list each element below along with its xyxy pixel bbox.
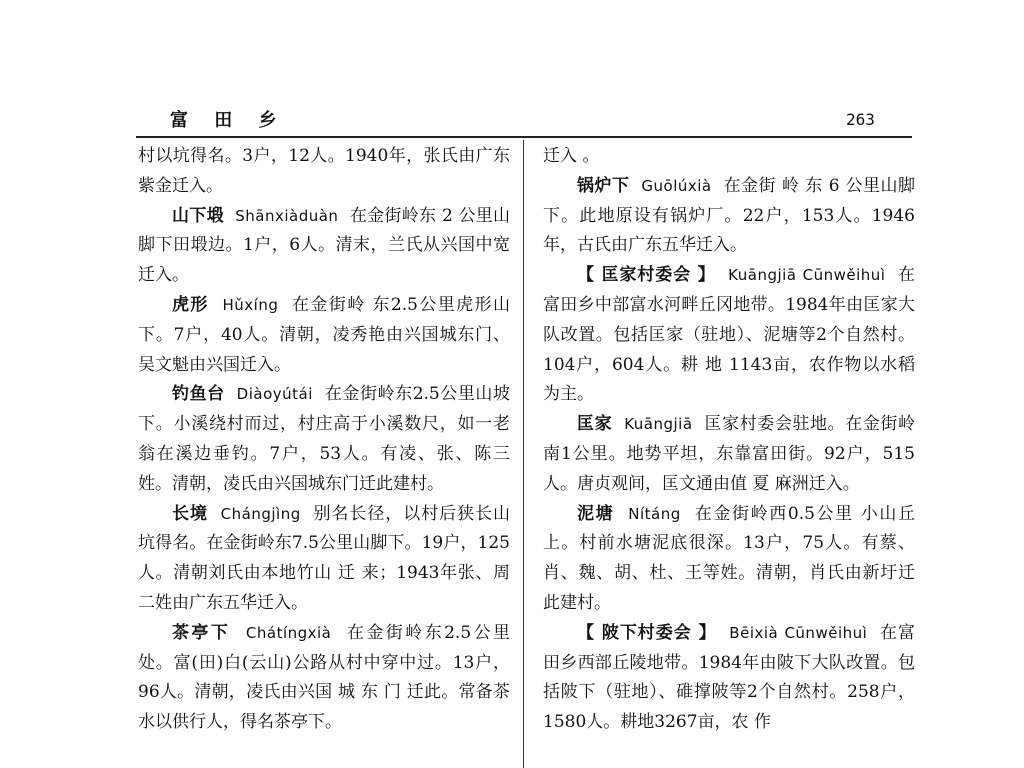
- entry-name: 锅炉下: [577, 175, 630, 196]
- header-rule: [136, 136, 912, 138]
- entry-kuangjia: [543, 410, 915, 499]
- right-column: [543, 142, 915, 738]
- entry-romanization: Hǔxíng: [222, 295, 279, 314]
- entry-name: 匡家: [577, 414, 613, 435]
- entry-huxing: [138, 291, 510, 380]
- entry-name: 虎形: [172, 294, 209, 315]
- entry-name: 【 匡家村委会 】: [577, 265, 716, 286]
- paragraph-text: 村以坑得名。3户，12人。1940年，张氏由广东紫金迁入。: [138, 146, 510, 196]
- entry-chatingxia: [138, 619, 510, 738]
- entry-diaoyutai: [138, 380, 510, 499]
- entry-changjing: [138, 500, 510, 619]
- entry-romanization: Diàoyútái: [236, 385, 313, 404]
- entry-guoluxia: [543, 172, 915, 261]
- entry-beixia-village-committee: [543, 619, 915, 738]
- entry-romanization: Guōlúxià: [641, 176, 712, 195]
- entry-name: 茶亭下: [172, 622, 231, 643]
- entry-name: 泥塘: [577, 503, 615, 524]
- entry-text: 在金街 岭 东 6 公里山脚下。此地原设有锅炉厂。22户，153人。1946年，古氏由广东五华迁入。: [543, 175, 916, 256]
- entry-romanization: Shānxiàduàn: [235, 206, 339, 225]
- running-header-title: 富 田 乡: [170, 110, 287, 131]
- entry-text: 匡家村委会驻地。在金街岭南1公里。地势平坦，东靠富田街。92户，515人。唐贞观间，匡文通由值 夏 麻洲迁入。: [543, 414, 916, 494]
- column-divider: [523, 140, 524, 768]
- entry-text: 在富田乡中部富水河畔丘冈地带。1984年由匡家大队改置。包括匡家（驻地）、泥塘等2个自然村。104户，604人。耕 地 1143亩，农作物以水稻为主。: [543, 265, 916, 405]
- entry-text: 在富田乡西部丘陵地带。1984年由陂下大队改置。包括陂下（驻地）、碓撑陂等2个自然村。258户，1580人。耕地3267亩，农 作: [543, 622, 916, 733]
- entry-text: 别名长径，以村后狭长山坑得名。在金街岭东7.5公里山脚下。19户，125人。清朝刘氏由本地竹山 迁 来；1943年张、周二姓由广东五华迁入。: [138, 503, 511, 613]
- paragraph-text: 迁入 。: [543, 146, 600, 166]
- entry-shanxiaduan: [138, 202, 510, 291]
- entry-name: 【 陂下村委会 】: [577, 622, 717, 643]
- entry-romanization: Chátíngxià: [245, 623, 332, 642]
- entry-romanization: Nítáng: [628, 504, 681, 523]
- left-column: [138, 142, 510, 738]
- entry-text: 在金街岭 东2.5公里虎形山下。7户，40人。清朝，凌秀艳由兴国城东门、吴文魁由兴国迁入。: [138, 294, 510, 375]
- entry-nitang: [543, 500, 915, 619]
- entry-name: 钓鱼台: [172, 384, 225, 405]
- entry-kuangjia-village-committee: [543, 261, 915, 410]
- entry-text: 在金街岭西0.5公里 小山丘上。村前水塘泥底很深。13户，75人。有蔡、肖、魏、胡、杜、王等姓。清朝，肖氏由新圩迁此建村。: [543, 503, 916, 613]
- entry-romanization: Bēixià Cūnwěihuì: [729, 623, 868, 642]
- entry-text: 在金街岭东2.5公里山坡下。小溪绕村而过，村庄高于小溪数尺，如一老翁在溪边垂钓。7户，53人。有凌、张、陈三姓。清朝，凌氏由兴国城东门迁此建村。: [138, 384, 511, 494]
- paragraph-continuation: [543, 142, 915, 172]
- entry-name: 长境: [172, 503, 208, 524]
- entry-text: 在金街岭东2.5公里处。富(田)白(云山)公路从村中穿中过。13户，96人。清朝，凌氏由兴国 城 东 门 迁此。常备茶水以供行人，得名茶亭下。: [138, 622, 510, 733]
- page-number: 263: [846, 110, 875, 129]
- entry-romanization: Kuāngjiā: [624, 415, 693, 434]
- entry-romanization: Kuāngjiā Cūnwěihuì: [728, 266, 886, 285]
- entry-name: 山下塅: [172, 205, 224, 226]
- entry-romanization: Chángjìng: [220, 504, 301, 523]
- paragraph-continuation: [138, 142, 510, 202]
- entry-text: 在金街岭东 2 公里山脚下田塅边。1户，6人。清末，兰氏从兴国中宽迁入。: [138, 205, 511, 286]
